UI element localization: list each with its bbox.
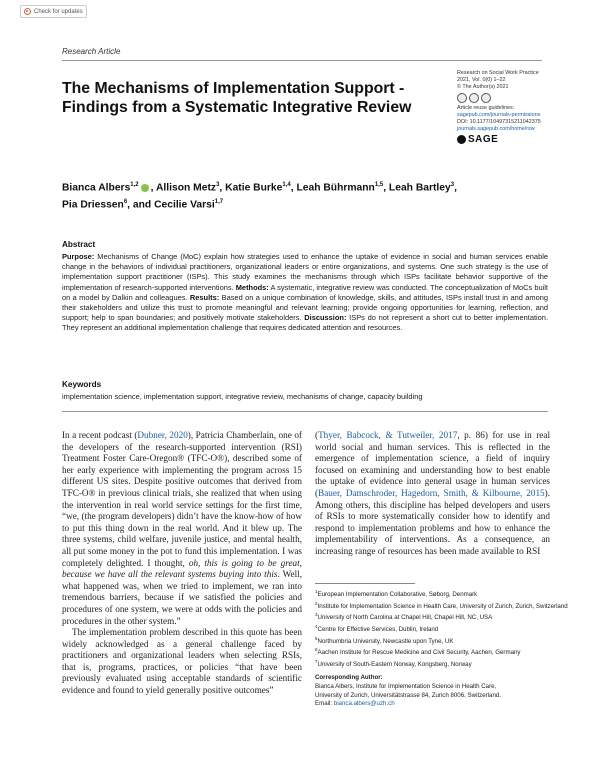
affiliations <box>315 588 585 709</box>
affil-number: 7 <box>315 658 318 664</box>
author-line-2: Pia Driessen$^6$, and Cecilie Varsi$^{1,7}$ <box>62 199 224 211</box>
article-title: The Mechanisms of Implementation Support - Findings from a Systematic Integrative Review <box>62 80 412 116</box>
body-text: ), Patricia Chamberlain, one of the developers of the research-supported intervention (RSI) Treatment Foster Care-Oregon® (TFC-O®), described some of her early experience with implementing the program across 15 different US sites. Despite positive outcomes that derived from TFC-O® in previous clinical trials, she realized that when using the intervention in real world service settings for the first time, “we, (the program developers) didn’t have the know-how of how to put this thing down in the real world. And it blew up. The three systems, child welfare, juvenile justice, and mental health, all put some money in the pot to fund this implementation. I was completely delighted. I thought, <box>62 430 302 568</box>
author-name[interactable]: Allison Metz <box>155 182 217 194</box>
abstract-discussion-label: Discussion: <box>304 313 347 323</box>
body-paragraph: (Thyer, Babcock, & Tutweiler, 2017, p. 86) for use in real world social and human services. This is reflected in the emergence of implementation science, a field of inquiry focused on examining and understanding how to best enable the uptake of evidence into general usage in human services (Bauer, Damschroder, Hagedorn, Smith, & Kilbourne, 2015). Among others, this discipline has helped developers and users of RSIs to more systematically consider how to identify and respond to implementation problems and how to enhance the implementability of interventions. As a consequence, an increasing range of resources has been made available to RSI <box>315 430 551 556</box>
citation-link[interactable]: Thyer, Babcock, & Tutweiler, 2017 <box>318 430 458 440</box>
affil-number: 2 <box>315 600 318 606</box>
author-name[interactable]: Leah Bührmann <box>296 182 375 194</box>
affiliation-item <box>315 658 585 670</box>
affil-text: Aachen Institute for Rescue Medicine and Civil Security, Aachen, Germany <box>317 649 521 657</box>
body-paragraph: The implementation problem described in this quote has been widely acknowledged as a general challenge faced by practitioners and organizational leaders when selecting RSIs, that is, programs, practices, or policies “that have been previously evaluated using acceptable standards of scientific evidence and found to yield generally positive outcomes” <box>62 627 302 696</box>
abstract-methods-label: Methods: <box>235 282 269 292</box>
affil-text: Institute for Implementation Science in Health Care, University of Zurich, Zurich, Switzerland <box>317 602 568 610</box>
journal-info <box>457 70 587 144</box>
citation-link[interactable]: Bauer, Damschroder, Hagedorn, Smith, & Kilbourne, 2015 <box>318 487 545 498</box>
corresponding-line: University of Zurich, Universitätstrasse 84, Zurich 8006, Switzerland. <box>315 691 501 699</box>
corresponding-line: Bianca Albers, Institute for Implementation Science in Health Care, <box>315 683 497 691</box>
abstract-methods-text: A systematic, integrative review was conducted. The conceptualization of MoCs built on a model by Dalkin and colleagues. <box>62 282 548 302</box>
affil-number: 6 <box>315 647 318 653</box>
journal-site-link[interactable]: journals.sagepub.com/home/rsw <box>457 126 535 132</box>
author-affil-sup: 3 <box>216 182 220 188</box>
author-line-1: Bianca Albers$^{1,2}$ , Allison Metz$^3$, Katie Burke$^{1,4}$, Leah Bührmann$^{1,5}$, Leah Bartley$^3$, <box>62 182 457 194</box>
author-list <box>62 178 542 213</box>
affil-number: 1 <box>315 589 318 594</box>
body-text: In a recent podcast ( <box>62 430 138 440</box>
affil-number: 3 <box>315 612 318 618</box>
body-column-right <box>315 430 550 558</box>
affil-number: 4 <box>315 623 318 629</box>
header-divider <box>62 60 542 61</box>
body-text: ). Among others, this discipline has helped developers and users of RSIs to more systematically consider how to identify and respond to implementation problems and how to enhance the implementability of interventions. As a consequence, an increasing range of resources has been made available to RSI <box>315 487 550 556</box>
affiliation-item <box>315 611 585 623</box>
author-affil-sup: 1,2 <box>130 182 139 188</box>
body-text: , p. 86) for use in real world social and human services. This is reflected in the emergence of implementation science, a field of inquiry focused on examining and understanding how to best enable the uptake of evidence into general usage in human services ( <box>315 430 551 498</box>
journal-doi[interactable]: DOI: 10.1177/10497315211042375 <box>457 119 541 125</box>
publisher-name: SAGE <box>468 134 499 145</box>
publisher-logo <box>457 135 587 144</box>
affiliation-item <box>315 635 585 647</box>
journal-volume: 2021, Vol. 0(0) 1–22 <box>457 77 506 83</box>
journal-copyright: © The Author(s) 2021 <box>457 84 509 90</box>
keywords-text: implementation science, implementation support, integrative review, mechanisms of change, capacity building <box>62 392 423 401</box>
author-affil-sup: 1,7 <box>214 199 224 206</box>
affiliations-divider <box>315 583 415 584</box>
sage-logo-icon <box>457 135 466 144</box>
affil-number: 5 <box>315 635 318 641</box>
orcid-icon[interactable] <box>141 184 149 192</box>
author-name[interactable]: Pia Driessen <box>62 199 124 211</box>
reuse-link[interactable]: sagepub.com/journals-permissions <box>457 112 541 118</box>
citation-link[interactable]: Dubner, 2020 <box>137 430 188 440</box>
nc-icon <box>481 93 491 103</box>
body-text: . Well, what happened was, when we tried to implement, we ran into tremendous barriers, because if we satisfied the policies and procedures of one system, we were at odds with the policies and procedures in the other system.” <box>62 569 302 626</box>
license-icons[interactable] <box>457 93 587 103</box>
author-affil-sup: 6 <box>123 199 128 206</box>
body-italic-text: oh, this is going to be great, because we have all the relevant systems buying into this <box>62 557 302 580</box>
email-link[interactable]: bianca.albers@uzh.ch <box>333 700 395 708</box>
author-name[interactable]: Leah Bartley <box>388 182 451 194</box>
reuse-label: Article reuse guidelines: <box>457 105 515 111</box>
affiliation-item <box>315 600 585 612</box>
affil-text: Centre for Effective Services, Dublin, Ireland <box>317 625 439 633</box>
badge-label: Check for updates <box>34 8 83 15</box>
affiliation-item <box>315 623 585 635</box>
keywords-divider <box>62 411 548 412</box>
author-affil-sup: 3 <box>450 182 455 188</box>
abstract-discussion-text: ISPs do not represent a short cut to better implementation. They represent an additional implementation challenge that requires dedicated attention and resources. <box>62 313 549 333</box>
body-column-left <box>62 430 302 697</box>
author-name[interactable]: Bianca Albers <box>62 182 131 194</box>
abstract-results-label: Results: <box>189 292 220 302</box>
journal-name: Research on Social Work Practice <box>457 70 539 76</box>
abstract-purpose-label: Purpose: <box>62 252 95 261</box>
check-for-updates-badge[interactable] <box>20 5 87 18</box>
body-paragraph <box>62 430 302 627</box>
author-name[interactable]: and Cecilie Varsi <box>132 199 215 211</box>
author-affil-sup: 1,4 <box>282 182 291 188</box>
affil-text: University of North Carolina at Chapel Hill, Chapel Hill, NC, USA <box>317 614 493 622</box>
affil-text: Northumbria University, Newcastle upon Tyne, UK <box>317 637 454 645</box>
abstract-body <box>62 252 548 334</box>
author-name[interactable]: Katie Burke <box>225 182 283 194</box>
affiliation-item <box>315 588 585 600</box>
affil-text: European Implementation Collaborative, Søborg, Denmark <box>317 591 478 599</box>
article-type: Research Article <box>62 47 121 56</box>
author-affil-sup: 1,5 <box>374 182 384 188</box>
abstract-purpose-text: Mechanisms of Change (MoC) explain how strategies used to enhance the uptake of evidence in social and human services enable change in the behaviors of individual practitioners, organizational leaders or entire organizations, and systems. One such strategy is the use of implementation support practitioner (ISPs). This study examines the mechanisms through which ISPs facilitate behavior supportive of the implementation of research-supported interventions. <box>62 252 548 292</box>
by-icon <box>469 93 479 103</box>
corresponding-email-row <box>315 700 585 709</box>
update-icon <box>24 8 31 15</box>
abstract-heading: Abstract <box>62 240 96 249</box>
abstract-results-text: Based on a unique combination of knowledge, skills, and attitudes, ISPs install trust in and among their stakeholders and utilize this trust to promote meaningful and relevant learning; provide ongoing opportunities for learning, reflection, and support; help to span boundaries; and positively motivate stakeholders. <box>62 292 548 323</box>
affiliation-item <box>315 646 585 658</box>
email-label: Email: <box>315 700 334 708</box>
cc-icon <box>457 93 467 103</box>
corresponding-heading: Corresponding Author: <box>315 674 383 682</box>
keywords-heading: Keywords <box>62 380 102 389</box>
affil-text: University of South-Eastern Norway, Kongsberg, Norway <box>317 660 472 668</box>
